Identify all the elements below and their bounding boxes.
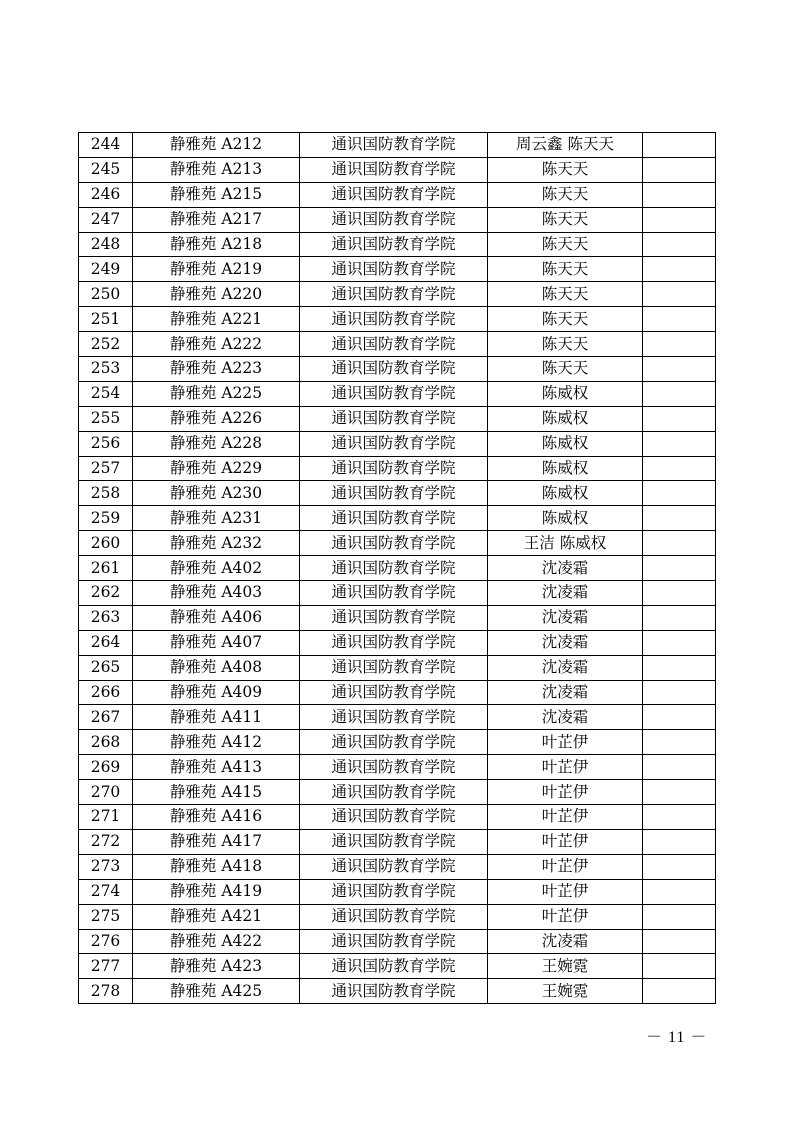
counselor-cell: 陈天天 <box>488 232 643 257</box>
remark-cell <box>643 506 716 531</box>
remark-cell <box>643 381 716 406</box>
table-row <box>79 605 716 630</box>
page-number: － 11 － <box>646 1029 708 1046</box>
table-row <box>79 680 716 705</box>
room-cell: 静雅苑 A411 <box>133 705 300 730</box>
college-cell: 通识国防教育学院 <box>300 456 488 481</box>
row-number-cell: 273 <box>79 854 133 879</box>
room-cell: 静雅苑 A412 <box>133 730 300 755</box>
counselor-cell: 陈天天 <box>488 257 643 282</box>
table-row <box>79 879 716 904</box>
room-cell: 静雅苑 A225 <box>133 381 300 406</box>
counselor-cell: 叶芷伊 <box>488 879 643 904</box>
row-number-cell: 257 <box>79 456 133 481</box>
row-number-cell: 246 <box>79 182 133 207</box>
college-cell: 通识国防教育学院 <box>300 705 488 730</box>
row-number-cell: 275 <box>79 904 133 929</box>
counselor-cell: 陈天天 <box>488 357 643 382</box>
row-number-cell: 261 <box>79 556 133 581</box>
row-number-cell: 266 <box>79 680 133 705</box>
room-cell: 静雅苑 A221 <box>133 307 300 332</box>
college-cell: 通识国防教育学院 <box>300 581 488 606</box>
college-cell: 通识国防教育学院 <box>300 655 488 680</box>
room-cell: 静雅苑 A402 <box>133 556 300 581</box>
counselor-cell: 沈凌霜 <box>488 705 643 730</box>
room-cell: 静雅苑 A228 <box>133 431 300 456</box>
table-row <box>79 854 716 879</box>
room-cell: 静雅苑 A213 <box>133 157 300 182</box>
table-row <box>79 655 716 680</box>
table-row <box>79 904 716 929</box>
college-cell: 通识国防教育学院 <box>300 904 488 929</box>
table-row <box>79 406 716 431</box>
remark-cell <box>643 655 716 680</box>
college-cell: 通识国防教育学院 <box>300 805 488 830</box>
remark-cell <box>643 282 716 307</box>
row-number-cell: 254 <box>79 381 133 406</box>
table-row <box>79 805 716 830</box>
table-row <box>79 929 716 954</box>
row-number-cell: 262 <box>79 581 133 606</box>
college-cell: 通识国防教育学院 <box>300 929 488 954</box>
remark-cell <box>643 232 716 257</box>
table-row <box>79 730 716 755</box>
row-number-cell: 247 <box>79 207 133 232</box>
row-number-cell: 274 <box>79 879 133 904</box>
room-cell: 静雅苑 A422 <box>133 929 300 954</box>
room-cell: 静雅苑 A421 <box>133 904 300 929</box>
remark-cell <box>643 605 716 630</box>
counselor-cell: 沈凌霜 <box>488 630 643 655</box>
remark-cell <box>643 954 716 979</box>
row-number-cell: 265 <box>79 655 133 680</box>
college-cell: 通识国防教育学院 <box>300 182 488 207</box>
college-cell: 通识国防教育学院 <box>300 954 488 979</box>
room-cell: 静雅苑 A418 <box>133 854 300 879</box>
room-cell: 静雅苑 A415 <box>133 780 300 805</box>
row-number-cell: 250 <box>79 282 133 307</box>
table-row <box>79 332 716 357</box>
table-row <box>79 954 716 979</box>
room-cell: 静雅苑 A218 <box>133 232 300 257</box>
row-number-cell: 260 <box>79 531 133 556</box>
remark-cell <box>643 406 716 431</box>
counselor-cell: 叶芷伊 <box>488 854 643 879</box>
remark-cell <box>643 755 716 780</box>
row-number-cell: 264 <box>79 630 133 655</box>
row-number-cell: 248 <box>79 232 133 257</box>
row-number-cell: 269 <box>79 755 133 780</box>
table-row <box>79 357 716 382</box>
college-cell: 通识国防教育学院 <box>300 431 488 456</box>
room-cell: 静雅苑 A419 <box>133 879 300 904</box>
room-cell: 静雅苑 A223 <box>133 357 300 382</box>
counselor-cell: 沈凌霜 <box>488 655 643 680</box>
row-number-cell: 277 <box>79 954 133 979</box>
counselor-cell: 沈凌霜 <box>488 680 643 705</box>
table-body <box>79 133 716 1004</box>
remark-cell <box>643 531 716 556</box>
row-number-cell: 278 <box>79 979 133 1004</box>
table-row <box>79 431 716 456</box>
room-cell: 静雅苑 A423 <box>133 954 300 979</box>
remark-cell <box>643 879 716 904</box>
remark-cell <box>643 929 716 954</box>
college-cell: 通识国防教育学院 <box>300 730 488 755</box>
counselor-cell: 叶芷伊 <box>488 829 643 854</box>
remark-cell <box>643 780 716 805</box>
counselor-cell: 陈威权 <box>488 381 643 406</box>
room-cell: 静雅苑 A231 <box>133 506 300 531</box>
table-row <box>79 282 716 307</box>
table-row <box>79 979 716 1004</box>
counselor-cell: 陈天天 <box>488 182 643 207</box>
counselor-cell: 王婉霓 <box>488 979 643 1004</box>
counselor-cell: 沈凌霜 <box>488 581 643 606</box>
college-cell: 通识国防教育学院 <box>300 755 488 780</box>
remark-cell <box>643 257 716 282</box>
row-number-cell: 271 <box>79 805 133 830</box>
room-cell: 静雅苑 A425 <box>133 979 300 1004</box>
college-cell: 通识国防教育学院 <box>300 506 488 531</box>
remark-cell <box>643 979 716 1004</box>
counselor-cell: 陈威权 <box>488 481 643 506</box>
college-cell: 通识国防教育学院 <box>300 780 488 805</box>
row-number-cell: 245 <box>79 157 133 182</box>
college-cell: 通识国防教育学院 <box>300 854 488 879</box>
room-cell: 静雅苑 A220 <box>133 282 300 307</box>
room-cell: 静雅苑 A406 <box>133 605 300 630</box>
college-cell: 通识国防教育学院 <box>300 481 488 506</box>
counselor-cell: 叶芷伊 <box>488 805 643 830</box>
row-number-cell: 276 <box>79 929 133 954</box>
table-row <box>79 581 716 606</box>
row-number-cell: 270 <box>79 780 133 805</box>
table-row <box>79 705 716 730</box>
room-cell: 静雅苑 A217 <box>133 207 300 232</box>
remark-cell <box>643 332 716 357</box>
counselor-cell: 沈凌霜 <box>488 556 643 581</box>
table-row <box>79 257 716 282</box>
remark-cell <box>643 904 716 929</box>
remark-cell <box>643 630 716 655</box>
table-row <box>79 755 716 780</box>
room-cell: 静雅苑 A408 <box>133 655 300 680</box>
row-number-cell: 255 <box>79 406 133 431</box>
table-row <box>79 207 716 232</box>
room-cell: 静雅苑 A403 <box>133 581 300 606</box>
remark-cell <box>643 854 716 879</box>
row-number-cell: 251 <box>79 307 133 332</box>
college-cell: 通识国防教育学院 <box>300 133 488 158</box>
row-number-cell: 268 <box>79 730 133 755</box>
remark-cell <box>643 581 716 606</box>
remark-cell <box>643 456 716 481</box>
college-cell: 通识国防教育学院 <box>300 207 488 232</box>
remark-cell <box>643 829 716 854</box>
table-row <box>79 630 716 655</box>
remark-cell <box>643 481 716 506</box>
counselor-cell: 陈天天 <box>488 332 643 357</box>
table-row <box>79 780 716 805</box>
table-row <box>79 506 716 531</box>
counselor-cell: 陈天天 <box>488 282 643 307</box>
counselor-cell: 陈天天 <box>488 157 643 182</box>
room-cell: 静雅苑 A226 <box>133 406 300 431</box>
row-number-cell: 253 <box>79 357 133 382</box>
row-number-cell: 252 <box>79 332 133 357</box>
college-cell: 通识国防教育学院 <box>300 257 488 282</box>
room-cell: 静雅苑 A416 <box>133 805 300 830</box>
remark-cell <box>643 133 716 158</box>
table-row <box>79 556 716 581</box>
room-cell: 静雅苑 A229 <box>133 456 300 481</box>
room-cell: 静雅苑 A417 <box>133 829 300 854</box>
college-cell: 通识国防教育学院 <box>300 406 488 431</box>
room-cell: 静雅苑 A212 <box>133 133 300 158</box>
college-cell: 通识国防教育学院 <box>300 307 488 332</box>
room-cell: 静雅苑 A215 <box>133 182 300 207</box>
counselor-cell: 周云鑫 陈天天 <box>488 133 643 158</box>
row-number-cell: 256 <box>79 431 133 456</box>
counselor-cell: 陈威权 <box>488 431 643 456</box>
college-cell: 通识国防教育学院 <box>300 556 488 581</box>
college-cell: 通识国防教育学院 <box>300 829 488 854</box>
counselor-cell: 陈威权 <box>488 456 643 481</box>
room-cell: 静雅苑 A232 <box>133 531 300 556</box>
room-cell: 静雅苑 A409 <box>133 680 300 705</box>
dormitory-table <box>78 132 716 1004</box>
remark-cell <box>643 730 716 755</box>
table-row <box>79 829 716 854</box>
remark-cell <box>643 431 716 456</box>
row-number-cell: 267 <box>79 705 133 730</box>
counselor-cell: 陈天天 <box>488 307 643 332</box>
counselor-cell: 叶芷伊 <box>488 730 643 755</box>
remark-cell <box>643 805 716 830</box>
counselor-cell: 叶芷伊 <box>488 904 643 929</box>
college-cell: 通识国防教育学院 <box>300 879 488 904</box>
table-row <box>79 531 716 556</box>
table-row <box>79 182 716 207</box>
counselor-cell: 沈凌霜 <box>488 929 643 954</box>
table-row <box>79 133 716 158</box>
college-cell: 通识国防教育学院 <box>300 282 488 307</box>
college-cell: 通识国防教育学院 <box>300 332 488 357</box>
remark-cell <box>643 182 716 207</box>
row-number-cell: 258 <box>79 481 133 506</box>
college-cell: 通识国防教育学院 <box>300 630 488 655</box>
row-number-cell: 244 <box>79 133 133 158</box>
table-row <box>79 481 716 506</box>
table-row <box>79 232 716 257</box>
counselor-cell: 陈威权 <box>488 506 643 531</box>
table-row <box>79 456 716 481</box>
table-row <box>79 157 716 182</box>
college-cell: 通识国防教育学院 <box>300 357 488 382</box>
remark-cell <box>643 705 716 730</box>
remark-cell <box>643 556 716 581</box>
table-row <box>79 307 716 332</box>
counselor-cell: 王婉霓 <box>488 954 643 979</box>
college-cell: 通识国防教育学院 <box>300 157 488 182</box>
table-row <box>79 381 716 406</box>
college-cell: 通识国防教育学院 <box>300 232 488 257</box>
remark-cell <box>643 207 716 232</box>
counselor-cell: 叶芷伊 <box>488 780 643 805</box>
room-cell: 静雅苑 A219 <box>133 257 300 282</box>
remark-cell <box>643 157 716 182</box>
remark-cell <box>643 680 716 705</box>
row-number-cell: 272 <box>79 829 133 854</box>
counselor-cell: 叶芷伊 <box>488 755 643 780</box>
counselor-cell: 王洁 陈威权 <box>488 531 643 556</box>
college-cell: 通识国防教育学院 <box>300 979 488 1004</box>
remark-cell <box>643 307 716 332</box>
room-cell: 静雅苑 A413 <box>133 755 300 780</box>
remark-cell <box>643 357 716 382</box>
college-cell: 通识国防教育学院 <box>300 605 488 630</box>
room-cell: 静雅苑 A222 <box>133 332 300 357</box>
room-cell: 静雅苑 A407 <box>133 630 300 655</box>
college-cell: 通识国防教育学院 <box>300 680 488 705</box>
row-number-cell: 263 <box>79 605 133 630</box>
college-cell: 通识国防教育学院 <box>300 381 488 406</box>
counselor-cell: 陈威权 <box>488 406 643 431</box>
row-number-cell: 249 <box>79 257 133 282</box>
counselor-cell: 沈凌霜 <box>488 605 643 630</box>
counselor-cell: 陈天天 <box>488 207 643 232</box>
row-number-cell: 259 <box>79 506 133 531</box>
college-cell: 通识国防教育学院 <box>300 531 488 556</box>
room-cell: 静雅苑 A230 <box>133 481 300 506</box>
